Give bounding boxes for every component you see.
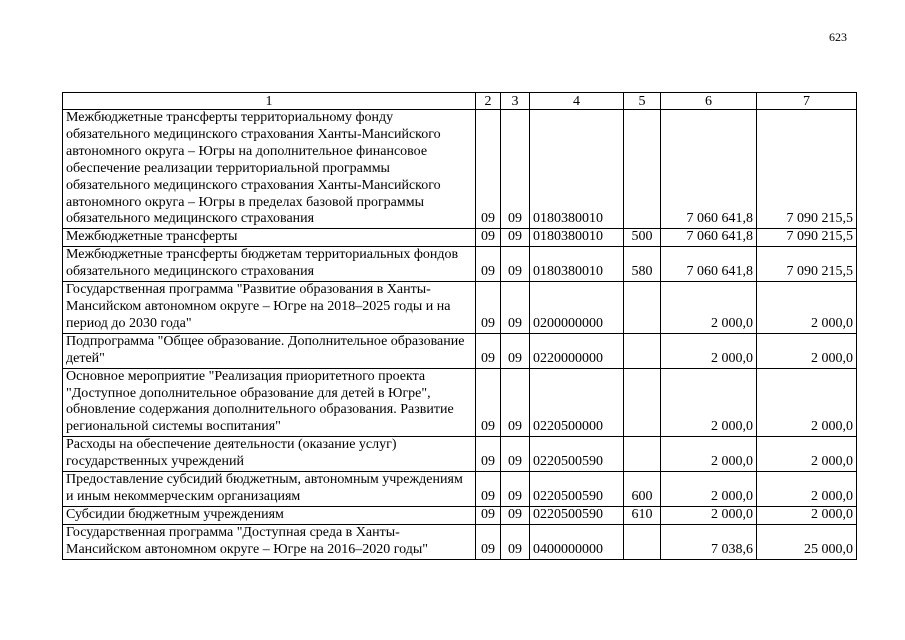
row-sum-1: 7 060 641,8: [661, 247, 757, 282]
row-sum-1: 2 000,0: [661, 437, 757, 472]
row-sum-1: 7 060 641,8: [661, 229, 757, 247]
row-sum-1: 2 000,0: [661, 472, 757, 507]
row-subsection: 09: [501, 282, 530, 334]
row-sum-2: 7 090 215,5: [757, 247, 857, 282]
table-row: [63, 524, 857, 559]
row-target-code: 0220500590: [530, 506, 624, 524]
row-sum-1: 7 060 641,8: [661, 110, 757, 229]
table-row: [63, 437, 857, 472]
row-name: Государственная программа "Доступная среда в Ханты-Мансийском автономном округе – Югре на 2016–2020 годы": [63, 524, 476, 559]
row-target-code: 0180380010: [530, 110, 624, 229]
row-target-code: 0220500590: [530, 472, 624, 507]
row-expense-type: [624, 333, 661, 368]
row-expense-type: [624, 368, 661, 437]
row-section: 09: [476, 110, 501, 229]
row-sum-1: 2 000,0: [661, 368, 757, 437]
row-name: Государственная программа "Развитие образования в Ханты-Мансийском автономном округе – Югре на 2018–2025 годы и на период до 2030 года": [63, 282, 476, 334]
table-row: [63, 229, 857, 247]
column-header-3: 3: [501, 93, 530, 110]
table-row: [63, 472, 857, 507]
row-name: Предоставление субсидий бюджетным, автономным учреждениям и иным некоммерческим организациям: [63, 472, 476, 507]
table-body: [63, 110, 857, 560]
row-expense-type: 610: [624, 506, 661, 524]
budget-table: [62, 92, 857, 560]
row-subsection: 09: [501, 110, 530, 229]
row-subsection: 09: [501, 368, 530, 437]
row-section: 09: [476, 282, 501, 334]
row-sum-2: 2 000,0: [757, 282, 857, 334]
row-target-code: 0200000000: [530, 282, 624, 334]
column-header-1: 1: [63, 93, 476, 110]
row-expense-type: [624, 282, 661, 334]
row-name: Межбюджетные трансферты территориальному фонду обязательного медицинского страхования Ханты-Мансийского автономного округа – Югры на дополнительное финансовое обеспечение реализации территориальной программы обязательного медицинского страхования Ханты-Мансийского автономного округа – Югры в пределах базовой программы обязательного медицинского страхования: [63, 110, 476, 229]
row-name: Основное мероприятие "Реализация приоритетного проекта "Доступное дополнительное образование для детей в Югре", обновление содержания дополнительного образования. Развитие региональной системы воспитания": [63, 368, 476, 437]
row-expense-type: 600: [624, 472, 661, 507]
row-section: 09: [476, 368, 501, 437]
row-sum-2: 7 090 215,5: [757, 110, 857, 229]
row-section: 09: [476, 506, 501, 524]
row-section: 09: [476, 524, 501, 559]
page-number: 623: [829, 30, 847, 44]
table-row: [63, 110, 857, 229]
row-name: Подпрограмма "Общее образование. Дополнительное образование детей": [63, 333, 476, 368]
row-sum-2: 2 000,0: [757, 437, 857, 472]
row-subsection: 09: [501, 229, 530, 247]
row-expense-type: 580: [624, 247, 661, 282]
table-row: [63, 247, 857, 282]
row-sum-1: 2 000,0: [661, 506, 757, 524]
row-subsection: 09: [501, 472, 530, 507]
row-section: 09: [476, 333, 501, 368]
row-sum-2: 2 000,0: [757, 368, 857, 437]
row-expense-type: [624, 524, 661, 559]
row-name: Субсидии бюджетным учреждениям: [63, 506, 476, 524]
table-header: [63, 93, 857, 110]
row-sum-2: 7 090 215,5: [757, 229, 857, 247]
row-section: 09: [476, 229, 501, 247]
row-sum-2: 2 000,0: [757, 333, 857, 368]
row-subsection: 09: [501, 247, 530, 282]
row-subsection: 09: [501, 437, 530, 472]
column-header-2: 2: [476, 93, 501, 110]
row-expense-type: [624, 437, 661, 472]
row-target-code: 0400000000: [530, 524, 624, 559]
column-header-5: 5: [624, 93, 661, 110]
row-sum-2: 2 000,0: [757, 472, 857, 507]
table-row: [63, 333, 857, 368]
row-target-code: 0220000000: [530, 333, 624, 368]
header-row: [63, 93, 857, 110]
column-header-4: 4: [530, 93, 624, 110]
row-sum-2: 2 000,0: [757, 506, 857, 524]
row-subsection: 09: [501, 333, 530, 368]
row-sum-1: 2 000,0: [661, 333, 757, 368]
row-sum-1: 7 038,6: [661, 524, 757, 559]
row-sum-2: 25 000,0: [757, 524, 857, 559]
row-subsection: 09: [501, 524, 530, 559]
row-expense-type: 500: [624, 229, 661, 247]
row-expense-type: [624, 110, 661, 229]
table-row: [63, 506, 857, 524]
row-target-code: 0220500590: [530, 437, 624, 472]
row-subsection: 09: [501, 506, 530, 524]
row-name: Межбюджетные трансферты бюджетам территориальных фондов обязательного медицинского страхования: [63, 247, 476, 282]
row-target-code: 0180380010: [530, 247, 624, 282]
column-header-7: 7: [757, 93, 857, 110]
row-sum-1: 2 000,0: [661, 282, 757, 334]
table-row: [63, 282, 857, 334]
column-header-6: 6: [661, 93, 757, 110]
row-name: Межбюджетные трансферты: [63, 229, 476, 247]
table-row: [63, 368, 857, 437]
row-section: 09: [476, 437, 501, 472]
row-target-code: 0180380010: [530, 229, 624, 247]
row-target-code: 0220500000: [530, 368, 624, 437]
row-section: 09: [476, 247, 501, 282]
row-name: Расходы на обеспечение деятельности (оказание услуг) государственных учреждений: [63, 437, 476, 472]
row-section: 09: [476, 472, 501, 507]
